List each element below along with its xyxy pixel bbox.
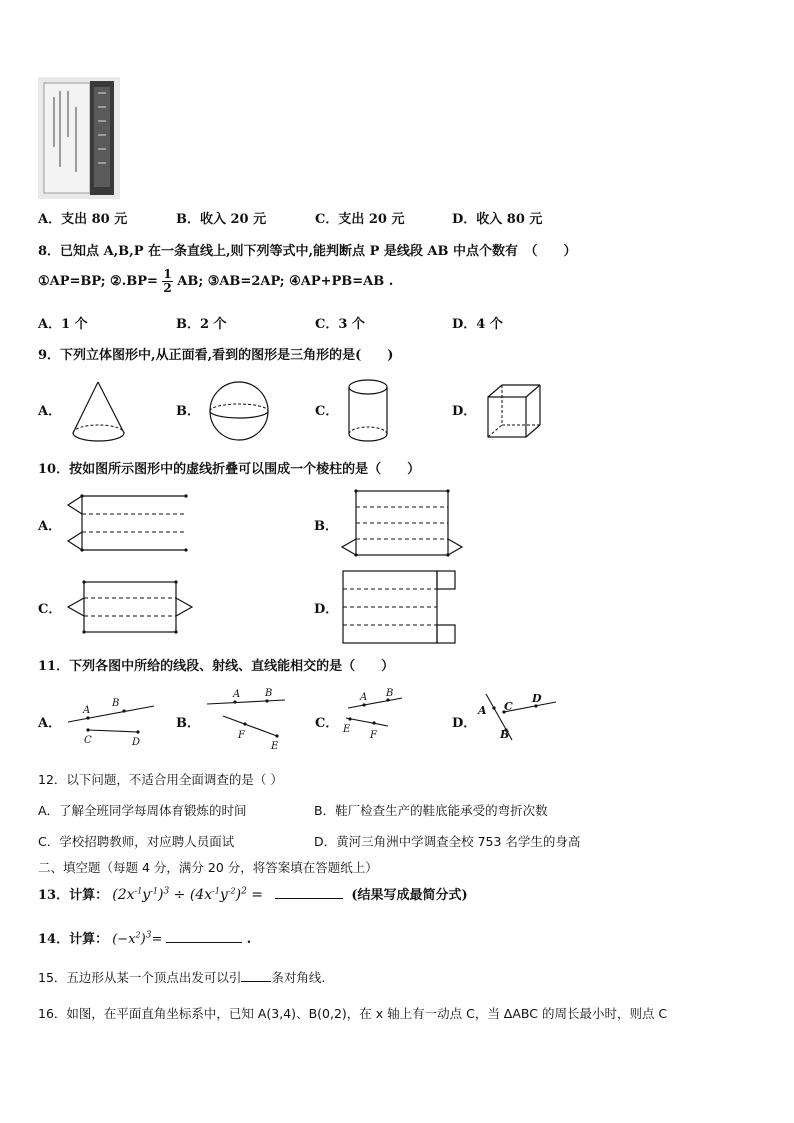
q13-suffix: (结果写成最简分式) (351, 888, 468, 903)
q14-answer-blank[interactable] (166, 930, 242, 943)
q15-line (38, 968, 325, 986)
q10-label-a[interactable]: A． (38, 519, 62, 534)
point-label-a: A (233, 689, 241, 700)
q9-question: 9．下列立体图形中,从正面看,看到的图形是三角形的是( ) (38, 348, 394, 363)
q8-option-a[interactable]: A．1 个 (38, 317, 88, 332)
q14-expression: $(-x^2)^3=$ (112, 930, 163, 947)
q9-label-b[interactable]: B． (176, 404, 200, 419)
q8-statement-part-a: ①AP=BP; ②.BP= (38, 274, 158, 289)
q12-option-a[interactable]: A．了解全班同学每周体育锻炼的时间 (38, 803, 247, 818)
q10-label-d[interactable]: D． (314, 602, 339, 617)
point-label-c: C (504, 700, 513, 713)
point-label-d: D (532, 692, 542, 705)
q15-text-a: 15．五边形从某一个顶点出发可以引 (38, 970, 242, 985)
point-label-b: B (386, 688, 394, 699)
lines-figure-b (205, 686, 289, 756)
q11-label-a[interactable]: A． (38, 716, 62, 731)
point-label-a: A (83, 705, 91, 716)
q8-option-d[interactable]: D．4 个 (452, 317, 503, 332)
q13-line (38, 884, 468, 903)
point-label-e: E (343, 724, 351, 735)
cylinder-figure (347, 378, 391, 448)
net-figure-a (66, 492, 190, 558)
q12-question: 12．以下问题，不适合用全面调查的是（ ） (38, 772, 283, 787)
q15-text-b: 条对角线. (271, 970, 326, 985)
q7-option-b[interactable]: B．收入 20 元 (176, 212, 267, 227)
point-label-c: C (84, 735, 92, 746)
q10-label-b[interactable]: B． (314, 519, 338, 534)
section-heading: 二、填空题（每题 4 分，满分 20 分，将答案填在答题纸上） (38, 860, 378, 875)
q8-option-b[interactable]: B．2 个 (176, 317, 227, 332)
point-label-f: F (370, 730, 377, 741)
q10-question: 10．按如图所示图形中的虚线折叠可以围成一个棱柱的是（ ） (38, 462, 421, 477)
lines-figure-c (340, 688, 408, 750)
q11-label-b[interactable]: B． (176, 716, 200, 731)
q11-label-c[interactable]: C． (315, 716, 339, 731)
q14-prefix: 14．计算： (38, 932, 109, 947)
point-label-a: A (478, 704, 487, 717)
point-label-b: B (265, 688, 273, 699)
point-label-a: A (360, 692, 368, 703)
q9-label-c[interactable]: C． (315, 404, 339, 419)
q8-option-c[interactable]: C．3 个 (315, 317, 365, 332)
point-label-f: F (238, 730, 245, 741)
lines-figure-d (476, 690, 560, 750)
net-figure-b (340, 487, 468, 563)
q14-suffix: . (246, 932, 252, 947)
lines-figure-a (66, 692, 158, 754)
q7-option-a[interactable]: A．支出 80 元 (38, 212, 128, 227)
sphere-figure (207, 380, 271, 446)
point-label-b: B (112, 698, 120, 709)
q15-answer-blank[interactable] (241, 969, 271, 982)
q7-option-d[interactable]: D．收入 80 元 (452, 212, 543, 227)
q13-answer-blank[interactable] (275, 886, 343, 899)
q9-label-d[interactable]: D． (452, 404, 477, 419)
half-fraction (162, 268, 172, 295)
q7-option-c[interactable]: C．支出 20 元 (315, 212, 405, 227)
point-label-b: B (500, 728, 510, 741)
point-label-e: E (271, 741, 279, 752)
q8-statements (38, 268, 393, 295)
q13-expression: $(2x^{-1}y^{-1})^3 \div (4x^{-1}y^{-2})^2$ = (112, 886, 264, 903)
point-label-d: D (132, 737, 141, 748)
cone-figure (70, 380, 130, 449)
cuboid-figure (486, 383, 542, 445)
net-figure-d (340, 568, 462, 650)
q9-label-a[interactable]: A． (38, 404, 62, 419)
q10-label-c[interactable]: C． (38, 602, 62, 617)
book-photo (38, 77, 120, 199)
q16-question: 16．如图，在平面直角坐标系中，已知 A(3,4)、B(0,2)，在 x 轴上有一动点 C，当 ΔABC 的周长最小时，则点 C (38, 1006, 668, 1021)
q14-line (38, 928, 251, 947)
q12-option-d[interactable]: D．黄河三角洲中学调查全校 753 名学生的身高 (314, 834, 581, 849)
frac-numerator: 1 (163, 267, 172, 281)
q11-question: 11．下列各图中所给的线段、射线、直线能相交的是（ ） (38, 659, 395, 674)
q8-statement-part-b: AB; ③AB=2AP; ④AP+PB=AB . (177, 274, 394, 289)
net-figure-c (64, 580, 196, 640)
q11-label-d[interactable]: D． (452, 716, 477, 731)
q8-question: 8．已知点 A,B,P 在一条直线上,则下列等式中,能判断点 P 是线段 AB 中点个数有 （ ） (38, 244, 577, 259)
q12-option-c[interactable]: C．学校招聘教师，对应聘人员面试 (38, 834, 235, 849)
q12-option-b[interactable]: B．鞋厂检查生产的鞋底能承受的弯折次数 (314, 803, 548, 818)
frac-denominator: 2 (163, 281, 172, 295)
q13-prefix: 13．计算： (38, 888, 109, 903)
